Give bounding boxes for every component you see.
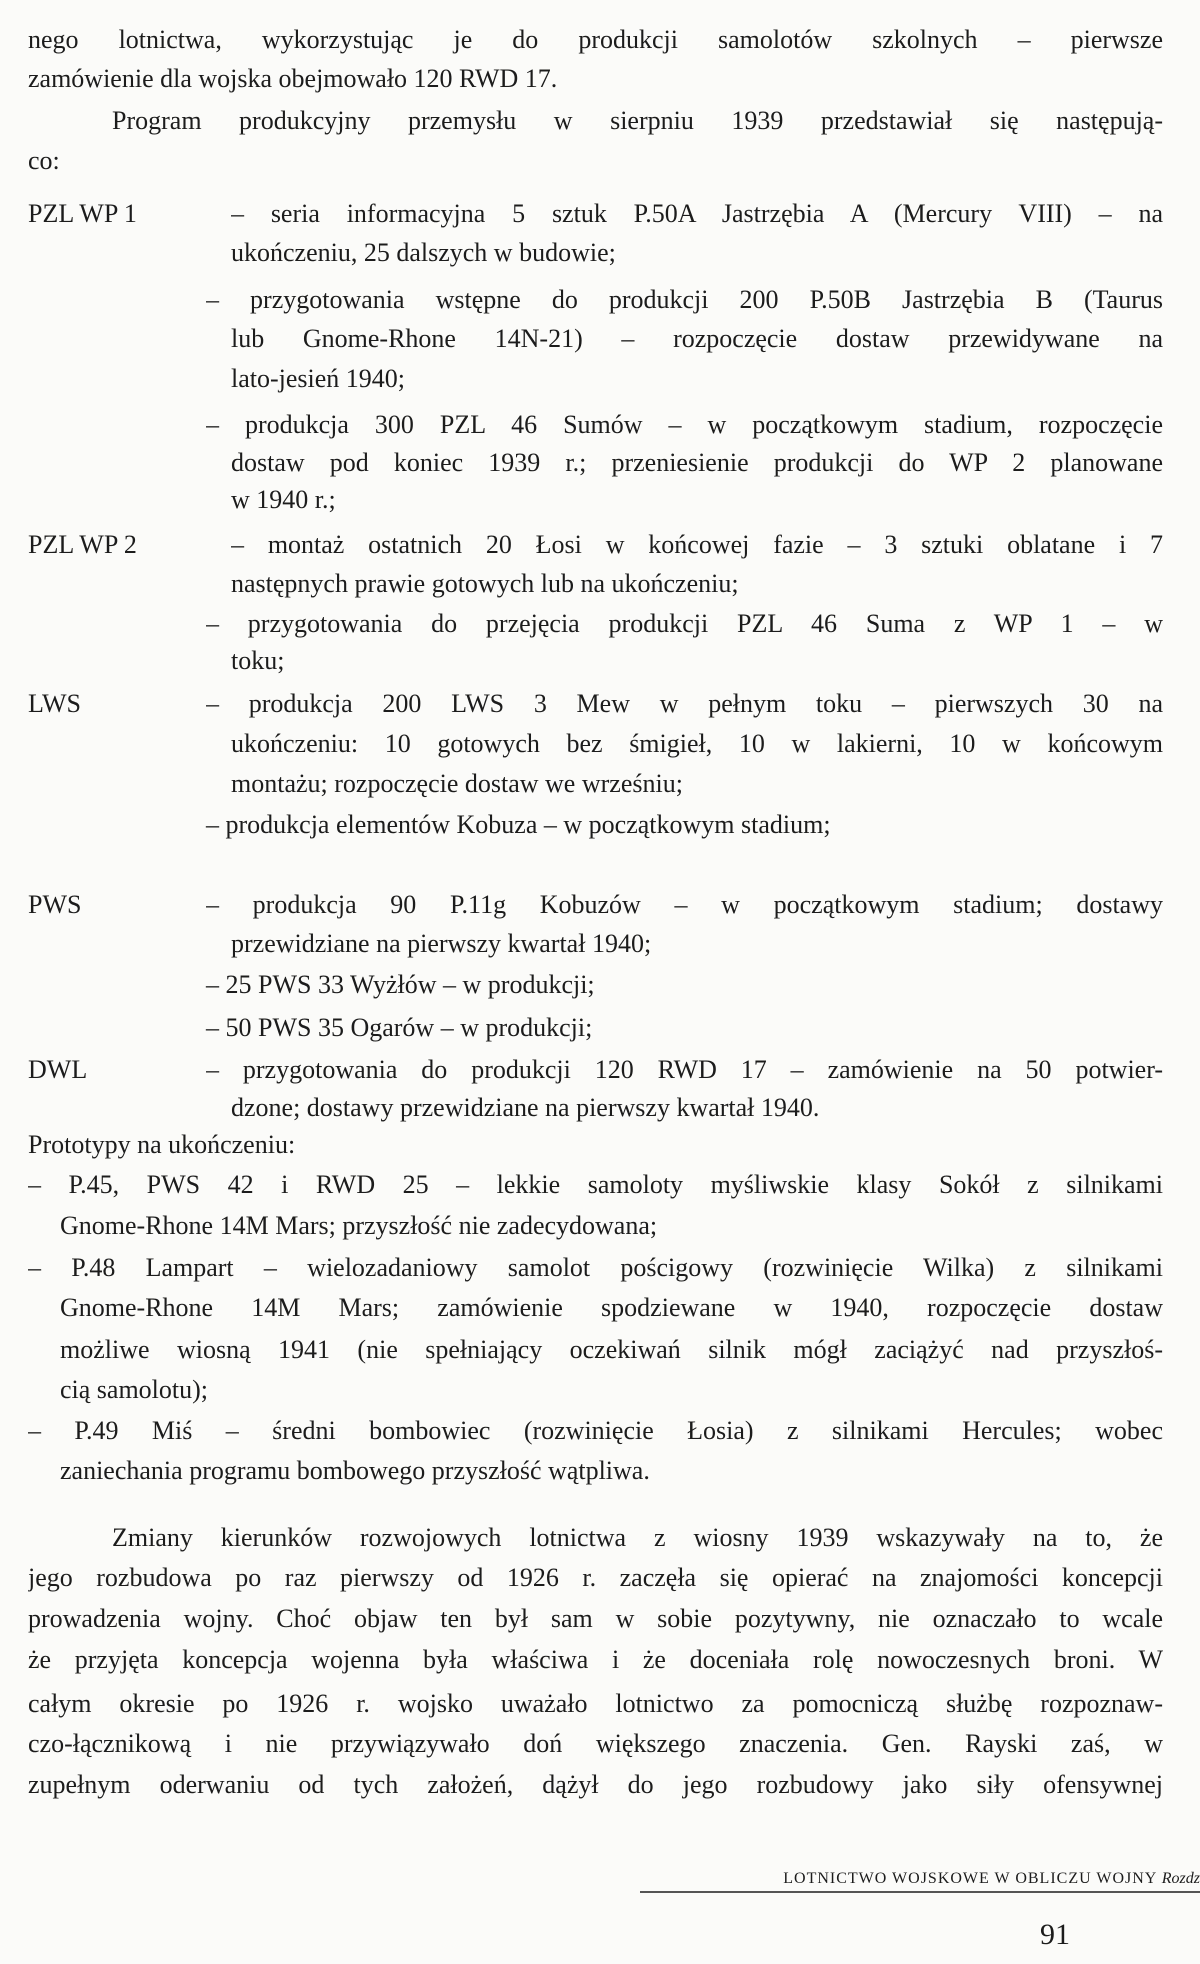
text-line: ukończeniu: 10 gotowych bez śmigieł, 10 w lakierni, 10 w końcowym — [231, 728, 1163, 758]
text-line: – montaż ostatnich 20 Łosi w końcowej fazie – 3 sztuki oblatane i 7 — [231, 530, 1163, 559]
text-line: – seria informacyjna 5 sztuk P.50A Jastrzębia A (Mercury VIII) – na — [231, 198, 1163, 228]
text-line: co: — [28, 146, 60, 176]
text-line: następnych prawie gotowych lub na ukończeniu; — [231, 568, 739, 598]
text-line: całym okresie po 1926 r. wojsko uważało lotnictwo za pomocniczą służbę rozpoznaw- — [28, 1688, 1163, 1718]
text-line: Prototypy na ukończeniu: — [28, 1130, 296, 1159]
text-line: zaniechania programu bombowego przyszłość wątpliwa. — [60, 1456, 650, 1486]
text-line: toku; — [231, 646, 285, 676]
text-line: Zmiany kierunków rozwojowych lotnictwa z wiosny 1939 wskazywały na to, że — [112, 1522, 1163, 1552]
text-line: czo-łącznikową i nie przywiązywało doń większego znaczenia. Gen. Rayski zaś, w — [28, 1728, 1163, 1758]
text-line: Gnome-Rhone 14M Mars; zamówienie spodziewane w 1940, rozpoczęcie dostaw — [60, 1292, 1163, 1322]
text-line: cią samolotu); — [60, 1375, 209, 1404]
text-line: nego lotnictwa, wykorzystując je do produkcji samolotów szkolnych – pierwsze — [28, 25, 1163, 54]
text-line: – produkcja 300 PZL 46 Sumów – w początkowym stadium, rozpoczęcie — [206, 410, 1163, 439]
factory-label-dwl: DWL — [28, 1055, 88, 1084]
text-line: dostaw pod koniec 1939 r.; przeniesienie produkcji do WP 2 planowane — [231, 447, 1163, 477]
factory-label-lws: LWS — [28, 689, 81, 718]
text-line: ukończeniu, 25 dalszych w budowie; — [231, 237, 616, 267]
text-line: – 25 PWS 33 Wyżłów – w produkcji; — [206, 970, 595, 999]
factory-label-pzl-wp1: PZL WP 1 — [28, 199, 137, 228]
text-line: – P.45, PWS 42 i RWD 25 – lekkie samoloty myśliwskie klasy Sokół z silnikami — [28, 1170, 1163, 1199]
text-line: – 50 PWS 35 Ogarów – w produkcji; — [206, 1012, 593, 1042]
page-number: 91 — [1040, 1918, 1070, 1951]
text-line: zupełnym oderwaniu od tych założeń, dążył do jego rozbudowy jako siły ofensywnej — [28, 1770, 1163, 1799]
factory-label-pws: PWS — [28, 890, 82, 919]
text-line: – produkcja 200 LWS 3 Mew w pełnym toku – pierwszych 30 na — [206, 688, 1163, 718]
running-head: LOTNICTWO WOJSKOWE W OBLICZU WOJNY Rozdz — [640, 1870, 1200, 1893]
text-line: że przyjęta koncepcja wojenna była właściwa i że doceniała rolę nowoczesnych broni. W — [28, 1645, 1163, 1674]
text-line: lato-jesień 1940; — [231, 363, 406, 393]
text-line: zamówienie dla wojska obejmowało 120 RWD 17. — [28, 63, 558, 93]
factory-label-pzl-wp2: PZL WP 2 — [28, 530, 137, 559]
text-line: – P.48 Lampart – wielozadaniowy samolot pościgowy (rozwinięcie Wilka) z silnikami — [28, 1252, 1163, 1282]
text-line: – przygotowania wstępne do produkcji 200 P.50B Jastrzębia B (Taurus — [206, 285, 1163, 314]
text-line: Gnome-Rhone 14M Mars; przyszłość nie zadecydowana; — [60, 1211, 658, 1241]
text-line: Program produkcyjny przemysłu w sierpniu 1939 przedstawiał się następują- — [112, 106, 1163, 136]
text-line: przewidziane na pierwszy kwartał 1940; — [231, 928, 652, 958]
text-line: lub Gnome-Rhone 14N-21) – rozpoczęcie dostaw przewidywane na — [231, 323, 1163, 353]
text-line: dzone; dostawy przewidziane na pierwszy kwartał 1940. — [231, 1092, 820, 1122]
text-line: – przygotowania do przejęcia produkcji PZL 46 Suma z WP 1 – w — [206, 608, 1163, 638]
text-line: jego rozbudowa po raz pierwszy od 1926 r. zaczęła się opierać na znajomości koncepcji — [28, 1562, 1163, 1592]
text-line: prowadzenia wojny. Choć objaw ten był sam w sobie pozytywny, nie oznaczało to wcale — [28, 1603, 1163, 1633]
text-line: w 1940 r.; — [231, 485, 336, 514]
text-line: – produkcja elementów Kobuza – w początkowym stadium; — [206, 810, 831, 839]
text-line: możliwe wiosną 1941 (nie spełniający oczekiwań silnik mógł zaciążyć nad przyszłoś- — [60, 1335, 1163, 1364]
text-line: – produkcja 90 P.11g Kobuzów – w początkowym stadium; dostawy — [206, 890, 1163, 919]
text-line: – P.49 Miś – średni bombowiec (rozwinięcie Łosia) z silnikami Hercules; wobec — [28, 1416, 1163, 1446]
text-line: montażu; rozpoczęcie dostaw we wrześniu; — [231, 768, 683, 798]
text-line: – przygotowania do produkcji 120 RWD 17 – zamówienie na 50 potwier- — [206, 1055, 1163, 1084]
